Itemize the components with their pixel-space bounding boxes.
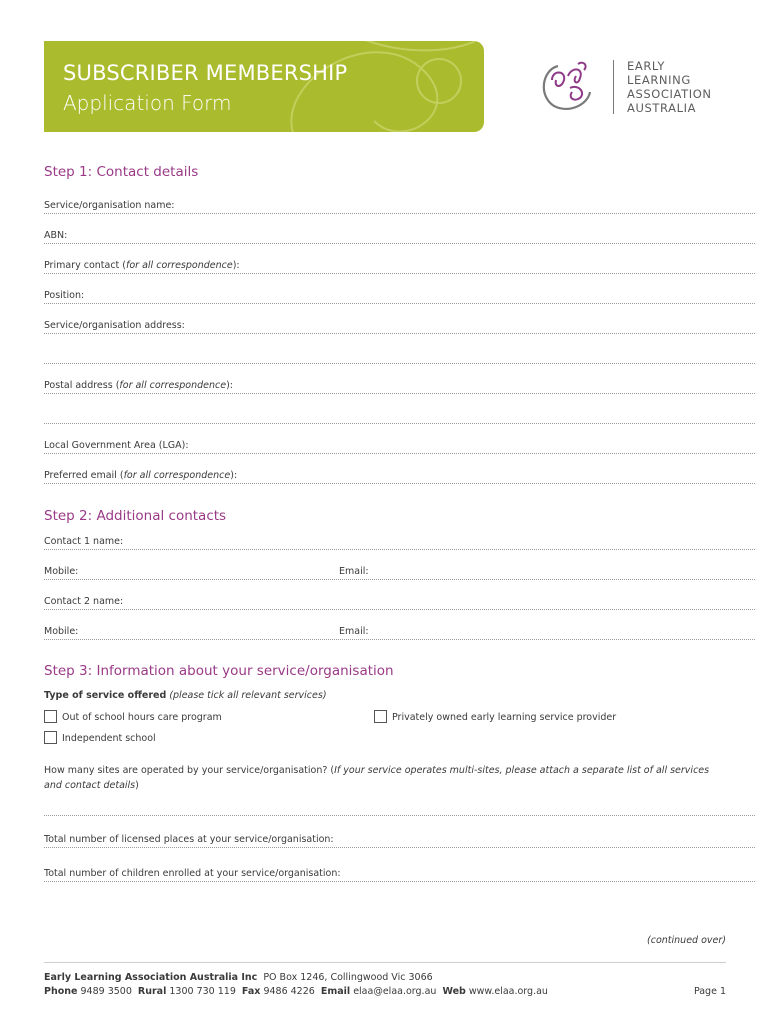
- contact1-mobile-label: Mobile:: [44, 566, 79, 577]
- licensed-places-field[interactable]: [44, 847, 755, 848]
- footer-org-name: Early Learning Association Australia Inc: [44, 972, 258, 983]
- address-label: Service/organisation address:: [44, 320, 185, 331]
- address-field-line-2[interactable]: [44, 363, 755, 364]
- checkbox-oshc[interactable]: [44, 710, 57, 723]
- postal-prefix: Postal address (: [44, 380, 120, 391]
- address-field[interactable]: [44, 333, 755, 334]
- preferred-email-field[interactable]: [44, 483, 755, 484]
- primary-contact-label: [44, 260, 240, 271]
- postal-note: for all correspondence: [119, 380, 227, 391]
- email-note: for all correspondence: [123, 470, 231, 481]
- primary-contact-prefix: Primary contact (: [44, 260, 127, 271]
- footer-fax: 9486 4226: [263, 986, 315, 997]
- logo-divider: [613, 60, 614, 114]
- contact2-email-label: Email:: [339, 626, 369, 637]
- service-type-label: [44, 690, 327, 701]
- logo-line-2: LEARNING: [627, 73, 691, 87]
- sites-question-end: ): [135, 780, 139, 791]
- position-label: Position:: [44, 290, 85, 301]
- preferred-email-label: [44, 470, 237, 481]
- service-type-heading: Type of service offered: [44, 690, 167, 701]
- footer-fax-label: Fax: [241, 986, 261, 997]
- contact2-mobile-label: Mobile:: [44, 626, 79, 637]
- footer-email-label: Email: [320, 986, 351, 997]
- checkbox-private-provider[interactable]: [374, 710, 387, 723]
- footer-web-label: Web: [442, 986, 466, 997]
- continued-over-note: (continued over): [647, 935, 726, 946]
- postal-address-label: [44, 380, 233, 391]
- lga-label: Local Government Area (LGA):: [44, 440, 189, 451]
- elaa-logo-icon: [538, 58, 604, 114]
- postal-suffix: ):: [226, 380, 233, 391]
- footer-email-link[interactable]: elaa@elaa.org.au: [353, 986, 437, 997]
- footer-web-link[interactable]: www.elaa.org.au: [468, 986, 548, 997]
- primary-contact-suffix: ):: [232, 260, 240, 271]
- contact2-mobile-email-field[interactable]: [44, 639, 755, 640]
- abn-field[interactable]: [44, 243, 755, 244]
- banner-swirl-decoration: [44, 41, 484, 132]
- postal-address-field-line-2[interactable]: [44, 423, 755, 424]
- logo-line-3: ASSOCIATION: [627, 87, 712, 101]
- header-banner: [44, 41, 484, 132]
- contact1-name-field[interactable]: [44, 549, 755, 550]
- position-field[interactable]: [44, 303, 755, 304]
- primary-contact-field[interactable]: [44, 273, 755, 274]
- footer-phone-label: Phone: [44, 986, 78, 997]
- checkbox-private-provider-label: Privately owned early learning service provider: [392, 712, 617, 723]
- footer-contacts: [44, 986, 548, 997]
- checkbox-independent-school-label: Independent school: [62, 733, 156, 744]
- sites-question-text: How many sites are operated by your service/organisation? (: [44, 765, 335, 776]
- footer-phone: 9489 3500: [80, 986, 132, 997]
- checkbox-independent-school[interactable]: [44, 731, 57, 744]
- email-suffix: ):: [230, 470, 238, 481]
- form-title: SUBSCRIBER MEMBERSHIP: [63, 61, 348, 85]
- step1-heading: Step 1: Contact details: [44, 164, 199, 180]
- contact1-name-label: Contact 1 name:: [44, 536, 124, 547]
- contact1-email-label: Email:: [339, 566, 369, 577]
- footer-rural-label: Rural: [137, 986, 167, 997]
- step2-heading: Step 2: Additional contacts: [44, 508, 227, 524]
- service-name-label: Service/organisation name:: [44, 200, 175, 211]
- step3-heading: Step 3: Information about your service/organisation: [44, 663, 394, 679]
- children-enrolled-field[interactable]: [44, 881, 755, 882]
- logo-line-4: AUSTRALIA: [627, 101, 697, 115]
- footer-org: [44, 972, 433, 983]
- email-prefix: Preferred email (: [44, 470, 124, 481]
- children-enrolled-label: Total number of children enrolled at your service/organisation:: [44, 868, 341, 879]
- sites-field[interactable]: [44, 815, 755, 816]
- footer-org-address: PO Box 1246, Collingwood Vic 3066: [263, 972, 433, 983]
- logo-wordmark: [627, 59, 712, 115]
- licensed-places-label: Total number of licensed places at your service/organisation:: [44, 834, 334, 845]
- sites-question: [44, 763, 724, 793]
- checkbox-oshc-label: Out of school hours care program: [62, 712, 222, 723]
- page-number: Page 1: [693, 986, 726, 997]
- service-type-note: (please tick all relevant services): [169, 690, 327, 701]
- lga-field[interactable]: [44, 453, 755, 454]
- contact2-name-label: Contact 2 name:: [44, 596, 124, 607]
- footer-rural: 1300 730 119: [169, 986, 236, 997]
- postal-address-field[interactable]: [44, 393, 755, 394]
- contact2-name-field[interactable]: [44, 609, 755, 610]
- sites-question-note: If your service operates multi-sites, please attach a separate list of all services and contact details: [44, 765, 710, 791]
- primary-contact-note: for all correspondence: [126, 260, 233, 271]
- contact1-mobile-email-field[interactable]: [44, 579, 755, 580]
- service-name-field[interactable]: [44, 213, 755, 214]
- abn-label: ABN:: [44, 230, 68, 241]
- logo-line-1: EARLY: [627, 59, 666, 73]
- footer-divider: [44, 962, 726, 963]
- form-subtitle: Application Form: [63, 91, 232, 115]
